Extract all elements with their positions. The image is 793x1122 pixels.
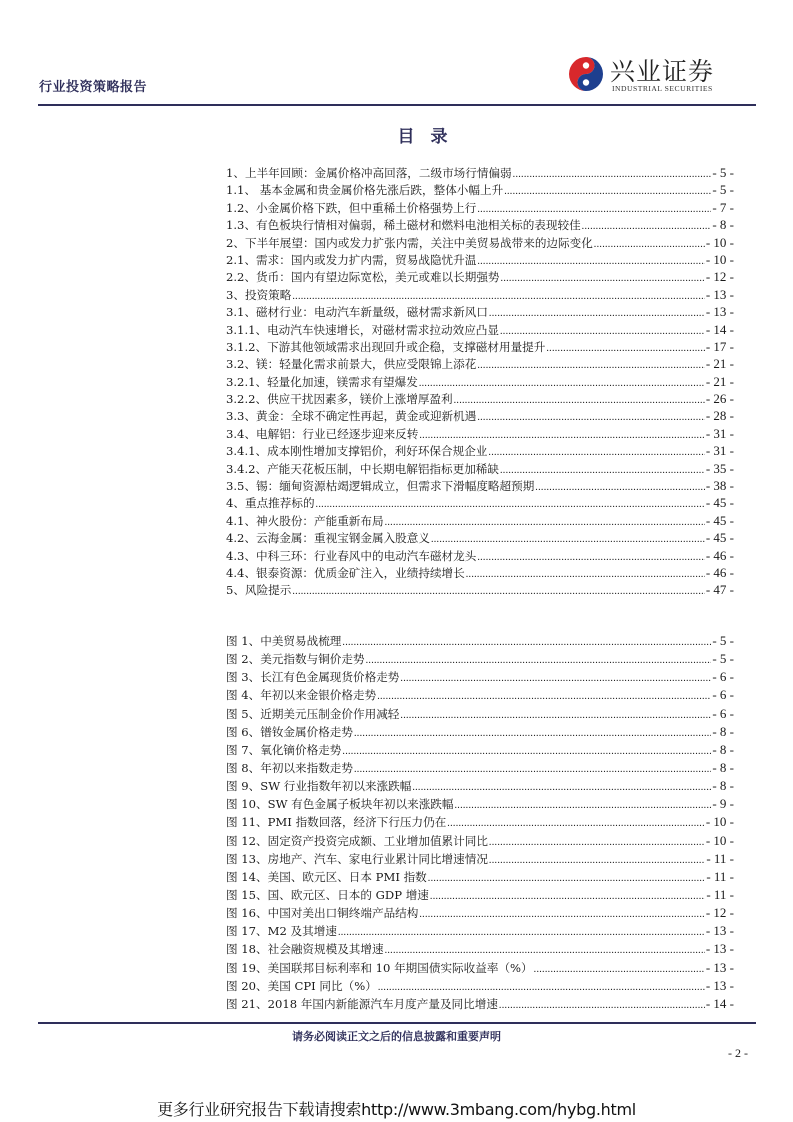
leader-dots <box>377 686 711 706</box>
toc-entry[interactable] <box>226 547 734 564</box>
leader-dots <box>477 356 705 374</box>
toc-entry[interactable] <box>226 390 734 407</box>
figure-entry[interactable] <box>226 777 734 795</box>
leader-dots <box>534 959 705 979</box>
toc-entry-label: 5、风险提示 <box>226 583 292 598</box>
leader-dots <box>466 565 705 583</box>
toc-entry-page: - 26 - <box>705 391 734 407</box>
figure-entry-label: 图 18、社会融资规模及其增速 <box>226 942 384 957</box>
toc-entry[interactable] <box>226 407 734 424</box>
toc-entry-page: - 21 - <box>705 356 734 372</box>
figure-entry[interactable] <box>226 668 734 686</box>
leader-dots <box>504 182 711 200</box>
leader-dots <box>292 287 704 305</box>
leader-dots <box>316 495 705 513</box>
toc-entry-page: - 5 - <box>712 165 734 180</box>
figure-entry-label: 图 3、长江有色金属现货价格走势 <box>226 670 400 685</box>
toc-entry-label: 3.1.2、下游其他领域需求出现回升或企稳，支撑磁材用量提升 <box>226 339 546 354</box>
figure-entry-label: 图 7、氧化镝价格走势 <box>226 742 342 757</box>
figure-entry-label: 图 21、2018 年国内新能源汽车月度产量及同比增速 <box>226 996 498 1011</box>
toc-entry-label: 2.2、货币：国内有望边际宽松，美元或难以长期强势 <box>226 270 500 285</box>
toc-entry[interactable] <box>226 286 734 303</box>
figure-entry[interactable] <box>226 850 734 868</box>
toc-sections-list <box>226 164 734 599</box>
toc-entry[interactable] <box>226 234 734 251</box>
leader-dots <box>342 741 711 761</box>
leader-dots <box>366 650 712 670</box>
footer-divider <box>38 1022 756 1024</box>
toc-entry-label: 3.4.2、产能天花板压制，中长期电解铝指标更加稀缺 <box>226 461 499 476</box>
leader-dots <box>546 339 704 357</box>
toc-entry[interactable] <box>226 355 734 372</box>
figure-entry-page: - 10 - <box>705 814 734 830</box>
toc-entry[interactable] <box>226 477 734 494</box>
leader-dots <box>477 408 705 426</box>
toc-entry[interactable] <box>226 303 734 320</box>
figure-entry[interactable] <box>226 977 734 995</box>
toc-entry[interactable] <box>226 164 734 181</box>
figure-entry-page: - 11 - <box>706 886 734 902</box>
figure-entry-page: - 6 - <box>712 705 734 721</box>
figure-entry-label: 图 2、美元指数与铜价走势 <box>226 652 365 667</box>
toc-entry-page: - 10 - <box>705 251 734 267</box>
figure-entry-page: - 6 - <box>712 687 734 703</box>
leader-dots <box>412 777 711 797</box>
company-logo-icon <box>568 56 604 92</box>
figure-entry-page: - 6 - <box>712 669 734 685</box>
figure-entry[interactable] <box>226 959 734 977</box>
toc-figures-list <box>226 632 734 1013</box>
toc-entry-page: - 45 - <box>705 495 734 511</box>
figure-entry-page: - 11 - <box>706 868 734 884</box>
figure-entry[interactable] <box>226 904 734 922</box>
toc-entry-label: 4、重点推荐标的 <box>226 496 315 511</box>
toc-entry-page: - 10 - <box>705 234 734 250</box>
leader-dots <box>594 235 705 253</box>
figure-entry[interactable] <box>226 922 734 940</box>
toc-entry[interactable] <box>226 321 734 338</box>
figure-entry-page: - 5 - <box>712 651 734 667</box>
toc-entry-page: - 8 - <box>712 217 734 233</box>
figure-entry[interactable] <box>226 759 734 777</box>
toc-entry-page: - 7 - <box>712 199 734 215</box>
toc-entry-label: 1.3、有色板块行情相对偏弱，稀土磁材和燃料电池相关标的表现较佳 <box>226 218 581 233</box>
logo-name-cn: 兴业证券 <box>610 57 715 86</box>
figure-entry-label: 图 6、镨钕金属价格走势 <box>226 724 353 739</box>
figure-entry[interactable] <box>226 995 734 1013</box>
figure-entry[interactable] <box>226 813 734 831</box>
leader-dots <box>428 868 706 888</box>
figure-entry-page: - 9 - <box>712 796 734 812</box>
figure-entry-label: 图 5、近期美元压制金价作用减轻 <box>226 706 400 721</box>
toc-entry[interactable] <box>226 216 734 233</box>
figure-entry-page: - 13 - <box>705 941 734 957</box>
figure-entry-label: 图 19、美国联邦目标利率和 10 年期国债实际收益率（%） <box>226 960 533 975</box>
leader-dots <box>477 252 705 270</box>
figure-entry-page: - 10 - <box>705 832 734 848</box>
figure-entry-label: 图 12、固定资产投资完成额、工业增加值累计同比 <box>226 833 488 848</box>
figure-entry[interactable] <box>226 832 734 850</box>
toc-entry-label: 3.4.1、成本刚性增加支撑铝价，利好环保合规企业 <box>226 444 488 459</box>
leader-dots <box>378 977 705 997</box>
figure-entry-page: - 5 - <box>712 633 734 648</box>
toc-entry-label: 3.2.2、供应干扰因素多，镁价上涨增厚盈利 <box>226 392 453 407</box>
toc-entry-page: - 21 - <box>705 373 734 389</box>
toc-entry-page: - 47 - <box>705 582 734 598</box>
leader-dots <box>477 548 705 566</box>
toc-entry-page: - 31 - <box>705 425 734 441</box>
figure-entry-label: 图 9、SW 行业指数年初以来涨跌幅 <box>226 779 412 794</box>
figure-entry[interactable] <box>226 650 734 668</box>
figure-entry[interactable] <box>226 795 734 813</box>
toc-entry-page: - 31 - <box>705 443 734 459</box>
leader-dots <box>477 200 711 218</box>
figure-entry-label: 图 14、美国、欧元区、日本 PMI 指数 <box>226 869 427 884</box>
figure-entry-page: - 14 - <box>705 995 734 1011</box>
figure-entry-label: 图 11、PMI 指数回落，经济下行压力仍在 <box>226 815 447 830</box>
figure-entry[interactable] <box>226 940 734 958</box>
toc-entry-label: 2.1、需求：国内或发力扩内需，贸易战隐忧升温 <box>226 252 477 267</box>
figure-entry[interactable] <box>226 686 734 704</box>
leader-dots <box>419 426 704 444</box>
toc-entry-label: 3.1.1、电动汽车快速增长，对磁材需求拉动效应凸显 <box>226 322 499 337</box>
leader-dots <box>431 530 705 548</box>
toc-entry[interactable] <box>226 425 734 442</box>
header-divider <box>38 104 756 106</box>
leader-dots <box>354 759 711 779</box>
toc-entry-page: - 14 - <box>705 321 734 337</box>
figure-entry-page: - 8 - <box>712 723 734 739</box>
toc-entry-label: 3、投资策略 <box>226 287 292 302</box>
toc-entry-label: 4.2、云海金属：重视宝钢金属入股意义 <box>226 531 430 546</box>
toc-entry-page: - 5 - <box>712 182 734 198</box>
figure-entry-label: 图 20、美国 CPI 同比（%） <box>226 978 377 993</box>
page-number: - 2 - <box>728 1046 748 1060</box>
figure-entry[interactable] <box>226 886 734 904</box>
figure-entry-page: - 12 - <box>705 905 734 921</box>
leader-dots <box>499 995 705 1015</box>
toc-entry[interactable] <box>226 268 734 285</box>
leader-dots <box>430 886 705 906</box>
figure-entry[interactable] <box>226 741 734 759</box>
toc-entry-label: 3.4、电解铝：行业已经逐步迎来反转 <box>226 426 419 441</box>
toc-entry-label: 4.4、银泰资源：优质金矿注入，业绩持续增长 <box>226 565 465 580</box>
toc-entry-page: - 13 - <box>705 286 734 302</box>
logo-name-en: INDUSTRIAL SECURITIES <box>612 84 713 93</box>
figure-entry-label: 图 1、中美贸易战梳理 <box>226 634 342 648</box>
figure-entry-label: 图 13、房地产、汽车、家电行业累计同比增速情况 <box>226 851 488 866</box>
toc-entry-label: 4.3、中科三环：行业春风中的电动汽车磁材龙头 <box>226 548 477 563</box>
leader-dots <box>400 668 711 688</box>
toc-entry[interactable] <box>226 199 734 216</box>
toc-entry[interactable] <box>226 529 734 546</box>
leader-dots <box>447 813 705 833</box>
toc-entry-page: - 35 - <box>705 460 734 476</box>
leader-dots <box>419 374 705 392</box>
toc-entry[interactable] <box>226 564 734 581</box>
figure-entry[interactable] <box>226 705 734 723</box>
figure-entry-page: - 8 - <box>712 759 734 775</box>
toc-entry-page: - 28 - <box>705 408 734 424</box>
toc-entry-label: 2、下半年展望：国内或发力扩张内需，关注中美贸易战带来的边际变化 <box>226 235 593 250</box>
leader-dots <box>488 443 704 461</box>
leader-dots <box>582 217 712 235</box>
toc-entry-label: 3.5、锡：缅甸资源枯竭逻辑成立，但需求下滑幅度略超预期 <box>226 479 535 494</box>
figure-entry-page: - 8 - <box>712 741 734 757</box>
leader-dots <box>400 705 711 725</box>
toc-entry-label: 1、上半年回顾：金属价格冲高回落，二级市场行情偏弱 <box>226 166 512 180</box>
figure-entry[interactable] <box>226 632 734 650</box>
figure-entry-label: 图 4、年初以来金银价格走势 <box>226 688 377 703</box>
leader-dots <box>385 940 705 960</box>
figure-entry-page: - 13 - <box>705 959 734 975</box>
figure-entry-label: 图 17、M2 及其增速 <box>226 924 337 939</box>
leader-dots <box>500 322 705 340</box>
leader-dots <box>489 832 705 852</box>
leader-dots <box>501 269 705 287</box>
toc-entry-label: 1.1、 基本金属和贵金属价格先涨后跌，整体小幅上升 <box>226 183 504 198</box>
leader-dots <box>500 461 705 479</box>
toc-entry-page: - 45 - <box>705 530 734 546</box>
figure-entry[interactable] <box>226 868 734 886</box>
leader-dots <box>535 478 705 496</box>
footer-disclaimer: 请务必阅读正文之后的信息披露和重要声明 <box>292 1030 501 1043</box>
toc-entry-page: - 17 - <box>705 338 734 354</box>
leader-dots <box>454 391 705 409</box>
leader-dots <box>292 582 704 600</box>
toc-entry-label: 3.2、镁：轻量化需求前景大，供应受限锦上添花 <box>226 357 477 372</box>
leader-dots <box>489 850 705 870</box>
promo-banner-text[interactable]: 更多行业研究报告下载请搜索http://www.3mbang.com/hybg.html <box>157 1100 636 1119</box>
toc-entry[interactable] <box>226 338 734 355</box>
toc-entry[interactable] <box>226 581 734 598</box>
leader-dots <box>354 723 711 743</box>
toc-entry-label: 3.1、磁材行业：电动汽车新量级，磁材需求新风口 <box>226 305 488 320</box>
toc-entry[interactable] <box>226 494 734 511</box>
leader-dots <box>385 513 705 531</box>
report-type-header: 行业投资策略报告 <box>39 80 148 95</box>
figure-entry-label: 图 8、年初以来指数走势 <box>226 760 353 775</box>
toc-entry-page: - 38 - <box>705 478 734 494</box>
figure-entry-page: - 13 - <box>705 977 734 993</box>
leader-dots <box>454 795 711 815</box>
figure-entry[interactable] <box>226 723 734 741</box>
company-logo <box>568 54 738 96</box>
figure-entry-page: - 8 - <box>712 778 734 794</box>
toc-entry[interactable] <box>226 442 734 459</box>
toc-entry[interactable] <box>226 251 734 268</box>
toc-entry-label: 4.1、神火股份：产能重新布局 <box>226 513 384 528</box>
leader-dots <box>342 632 711 652</box>
toc-entry-page: - 12 - <box>705 269 734 285</box>
toc-entry[interactable] <box>226 181 734 198</box>
figure-entry-label: 图 10、SW 有色金属子板块年初以来涨跌幅 <box>226 797 454 812</box>
leader-dots <box>513 165 712 183</box>
leader-dots <box>489 304 705 322</box>
toc-entry[interactable] <box>226 512 734 529</box>
toc-entry[interactable] <box>226 373 734 390</box>
leader-dots <box>419 904 704 924</box>
toc-entry-page: - 46 - <box>705 564 734 580</box>
toc-entry-page: - 45 - <box>705 512 734 528</box>
toc-entry-page: - 46 - <box>705 547 734 563</box>
toc-entry-label: 3.2.1、轻量化加速，镁需求有望爆发 <box>226 374 418 389</box>
figure-entry-label: 图 16、中国对美出口铜终端产品结构 <box>226 906 419 921</box>
leader-dots <box>338 922 705 942</box>
figure-entry-label: 图 15、国、欧元区、日本的 GDP 增速 <box>226 887 429 902</box>
toc-entry[interactable] <box>226 460 734 477</box>
figure-entry-page: - 11 - <box>706 850 734 866</box>
toc-entry-label: 1.2、小金属价格下跌，但中重稀土价格强势上行 <box>226 200 477 215</box>
toc-entry-page: - 13 - <box>705 304 734 320</box>
figure-entry-page: - 13 - <box>705 923 734 939</box>
toc-title: 目录 <box>397 127 464 147</box>
toc-entry-label: 3.3、黄金：全球不确定性再起，黄金或迎新机遇 <box>226 409 477 424</box>
